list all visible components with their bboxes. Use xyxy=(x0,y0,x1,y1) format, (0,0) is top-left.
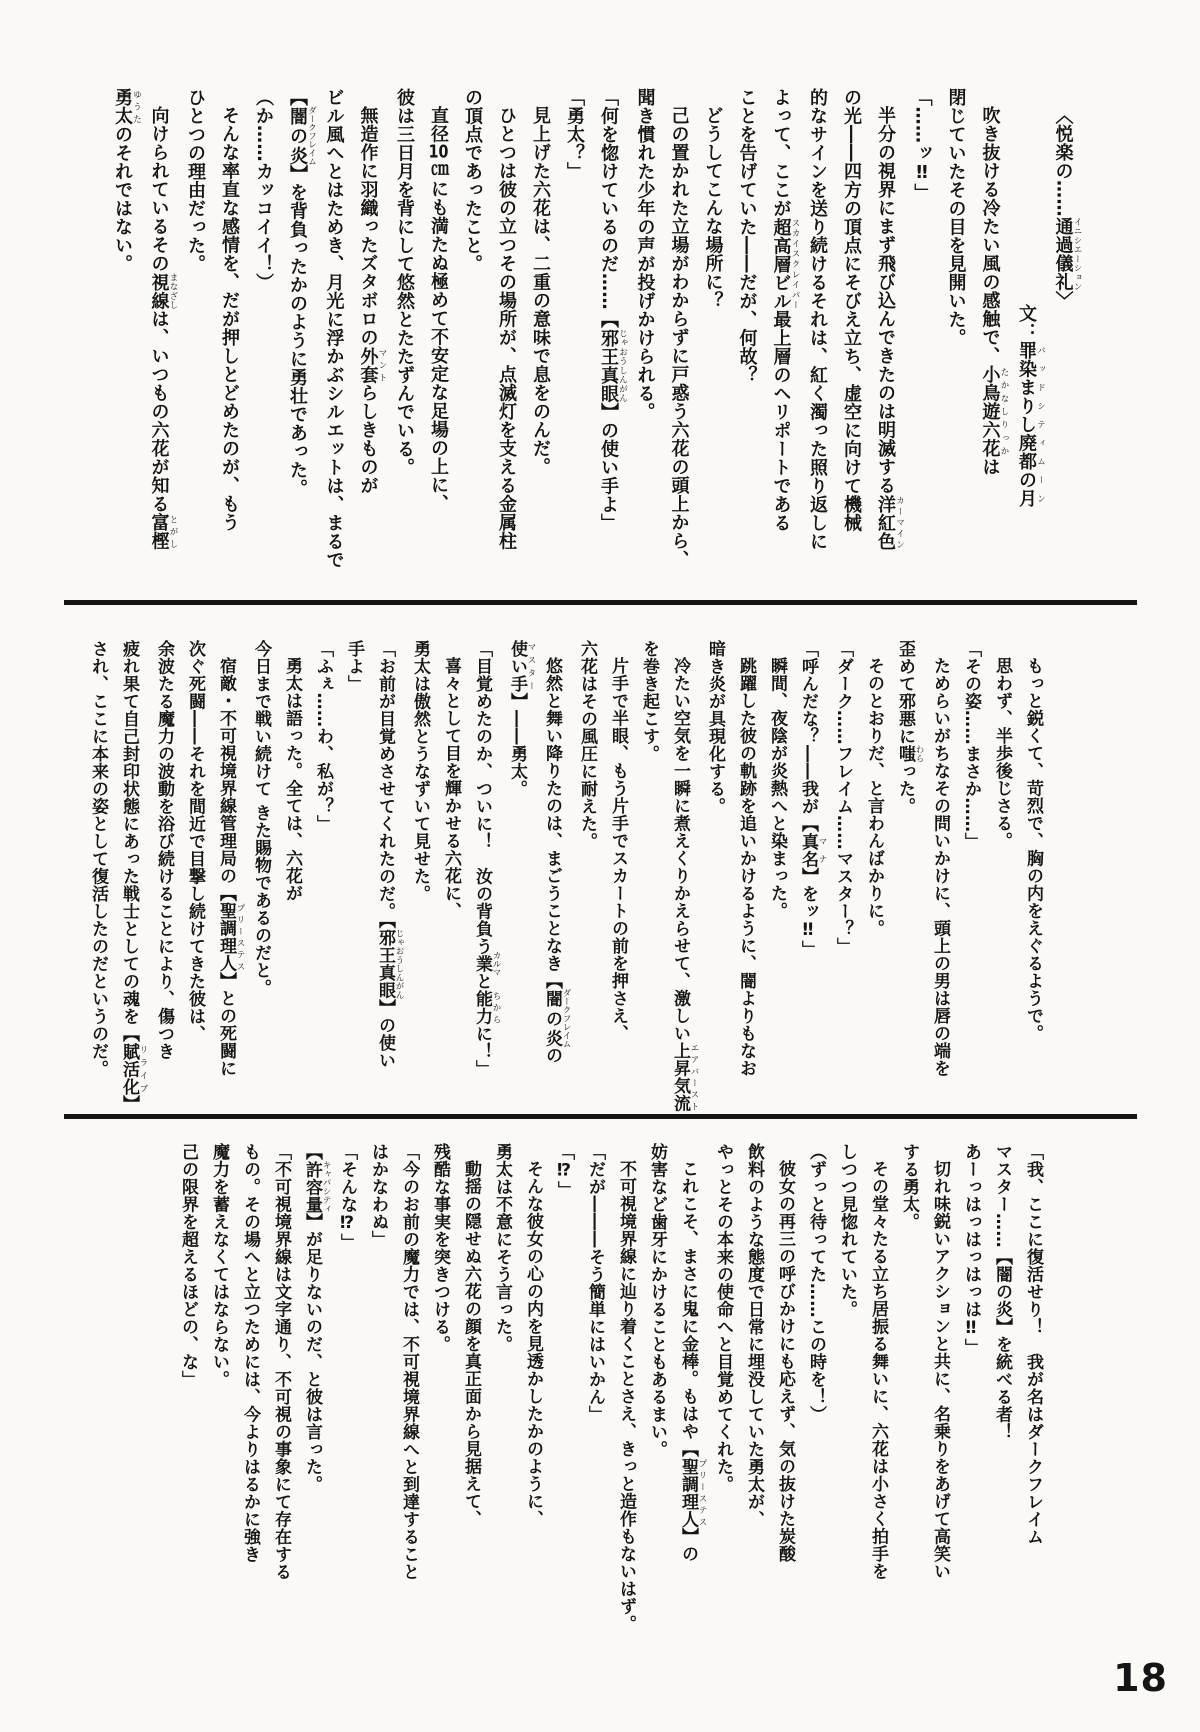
text-column: 跳躍した彼の軌跡を追いかけるように、闇よりもなお xyxy=(736,657,756,1077)
text-column: 「不可視境界線は文字通り、不可視の事象にて存在する xyxy=(271,1143,291,1581)
ruby-annotated-text: 罪染まりし廃都の月バッドシティムーン xyxy=(1016,341,1046,508)
text-column: ビル風へとはためき、月光に浮かぶシルエットは、まるで xyxy=(323,88,345,569)
text-column: の頂点であったこと。 xyxy=(462,88,483,273)
text-column: 向けられているその視線まなざしは、いつもの六花が知る富樫とがし xyxy=(148,106,178,550)
text-column: 悠然と舞い降りたのは、まごうことなき【闇の炎 ダークフレイムの xyxy=(542,657,571,1065)
ruby-annotated-text: 勇太ゆうた xyxy=(112,88,142,125)
text-column: 動揺の隠せぬ六花の顔を真正面から見据えて、 xyxy=(461,1160,481,1528)
text-column: 直径10㎝にも満たぬ極めて不安定な足場の上に、 xyxy=(428,106,449,513)
text-column: どうしてこんな場所に？ xyxy=(702,106,724,310)
text-column: 手よ」 xyxy=(344,640,364,693)
text-column: 勇太は語った。全ては、六花が xyxy=(282,657,302,902)
text-column: 【闇の炎ダークフレイム】を背負ったかのように勇壮であった。 xyxy=(287,88,317,498)
ruby-annotated-text: 視線まなざし xyxy=(148,272,178,310)
ruby-annotated-text: 業 カルマ xyxy=(472,951,501,977)
ruby-annotated-text: 闇の炎ダークフレイム xyxy=(287,105,317,166)
text-column: （ずっと待ってた……この時を！） xyxy=(806,1143,826,1423)
text-column: その堂々たる立ち居振る舞いに、六花は小さく拍手を xyxy=(868,1160,888,1580)
text-column: 彼は三日月を背にして悠然とたたずんでいる。 xyxy=(394,88,415,477)
text-column: 「今のお前の魔力では、不可視境界線へと到達すること xyxy=(399,1143,419,1581)
text-column: 勇太は傲然とうなずいて見せた。 xyxy=(410,640,430,903)
section-divider xyxy=(64,1114,1137,1119)
ruby-annotated-text: 使い手 マスター xyxy=(507,640,536,693)
text-column: 歪めて邪悪に嗤 わらった。 xyxy=(895,640,924,815)
ruby-annotated-text: 上昇気流 エアバースト xyxy=(670,1042,699,1112)
text-column: 「目覚めたのか、ついに！ 汝の背負う業 カルマと能力 ちからに！」 xyxy=(472,640,501,1078)
text-column: 疲れ果て自己封印状態にあった戦士としての魂を【賦活化 リライブ】 xyxy=(119,640,148,1113)
text-column: 彼女の再三の呼びかけにも応えず、気の抜けた炭酸 xyxy=(775,1160,795,1563)
text-column: 己の置かれた立場がわからずに戸惑う六花の頭上から、 xyxy=(668,106,690,569)
ruby-annotated-text: 邪王真眼 じゃおうしんがん xyxy=(375,929,404,999)
ruby-annotated-text: 聖調理人 プリーステス xyxy=(678,1457,707,1528)
text-column: 使い手 マスター】――勇太。 xyxy=(507,640,536,798)
text-column: 思わず、半歩後じさる。 xyxy=(992,657,1012,850)
text-column: 「ふぇ……わ、私が？」 xyxy=(313,640,333,833)
text-column: され、ここに本来の姿として復活したのだというのだ。 xyxy=(88,640,108,1078)
text-column: 飲料のような態度で日常に埋没していた勇太が、 xyxy=(744,1143,764,1528)
text-column: そんな彼女の心の内を見透かしたかのように、 xyxy=(523,1160,543,1528)
text-column: 魔力を蓄えなくてはならない。 xyxy=(209,1143,229,1388)
text-column: 冷たい空気を一瞬に煮えくりかえらせて、激しい上昇気流 エアバースト xyxy=(670,657,699,1112)
section-divider xyxy=(64,600,1137,605)
ruby-annotated-text: 真名 マナ xyxy=(798,832,827,868)
text-column: 〈悦楽の……通過儀礼イニシエーション〉 xyxy=(1052,106,1082,310)
ruby-annotated-text: 洋紅色カーマイン xyxy=(875,494,905,550)
ruby-annotated-text: 闇の炎 ダークフレイム xyxy=(542,988,571,1048)
text-column: 勇太は不意にそう言った。 xyxy=(492,1143,512,1353)
text-column: もっと鋭くて、苛烈で、胸の内をえぐるようで。 xyxy=(1023,657,1043,1042)
text-column: 妨害など歯牙にかけることもあるまい。 xyxy=(647,1143,667,1458)
text-column: 瞬間、夜陰が炎熱へと染まった。 xyxy=(767,657,787,920)
ruby-annotated-text: 嗤 わら xyxy=(895,745,924,763)
text-column: 宿敵・不可視境界線管理局の【聖調理人 プリーステス】との死闘に xyxy=(216,657,245,1077)
text-column: そんな率直な感情を、だが押しとどめたのが、もう xyxy=(219,106,240,532)
text-column: マスター……【闇の炎】を統べる者！ xyxy=(992,1143,1012,1441)
text-column: ひとつは彼の立つその場所が、点滅灯を支える金属柱 xyxy=(496,106,517,550)
text-block-bottom xyxy=(172,1143,1048,1633)
text-column: やっとその本来の使命へと目覚めてくれた。 xyxy=(713,1143,733,1493)
text-column: 次ぐ死闘――それを間近で目撃し続けてきた彼は、 xyxy=(185,640,205,1043)
text-column: そのとおりだ、と言わんばかりに。 xyxy=(864,657,884,937)
text-column: 「何を惚けているのだ……【邪王真眼じゃおうしんがん】の使い手よ」 xyxy=(598,88,628,532)
text-column: 「勇太？」 xyxy=(564,88,585,181)
text-column: 「その姿……まさか……」 xyxy=(961,640,981,850)
ruby-annotated-text: 外套マント xyxy=(357,346,387,384)
text-column: 不可視境界線に辿り着くことさえ、きっと造作もないはず。 xyxy=(616,1160,636,1633)
text-column: 余波たる魔力の波動を浴び続けることにより、傷つき xyxy=(154,640,174,1060)
text-block-header xyxy=(105,88,1082,569)
text-column: あーっはっはっはっは‼」 xyxy=(961,1143,981,1356)
text-column: 暗き炎が具現化する。 xyxy=(705,640,725,815)
text-column: 残酷な事実を突きつける。 xyxy=(430,1143,450,1353)
text-column: 見上げた六花は、二重の意味で息をのんだ。 xyxy=(530,106,551,476)
ruby-annotated-text: 許容量 キャパシティ xyxy=(302,1160,331,1213)
text-column: よって、ここが超高層ビルスカイスクレイパー最上層のヘリポートである xyxy=(770,88,800,532)
text-column: 閉じていたその目を見開いた。 xyxy=(945,88,967,347)
text-column: ひとつの理由だった。 xyxy=(185,88,206,273)
tate-chu-yoko-number: 10 xyxy=(428,143,449,161)
text-column: これこそ、まさに鬼に金棒。もはや【聖調理人 プリーステス】の xyxy=(678,1160,707,1563)
ruby-annotated-text: 聖調理人 プリーステス xyxy=(216,902,245,972)
page-number: 18 xyxy=(1113,1656,1168,1700)
text-column: 「だが―――そう簡単にはいかん」 xyxy=(585,1143,605,1423)
text-column: 己の限界を超えるほどの、な」 xyxy=(178,1143,198,1388)
text-column: 六花はその風圧に耐えた。 xyxy=(577,640,597,850)
text-column: 文：罪染まりし廃都の月バッドシティムーン xyxy=(1016,304,1046,508)
text-column: 的なサインを送り続けるそれは、紅く濁った照り返しに xyxy=(807,88,828,551)
text-column: 今日まで戦い続けて きた賜物であるのだと。 xyxy=(251,640,271,997)
text-column: 切れ味鋭いアクションと共に、名乗りをあげて高笑い xyxy=(930,1160,950,1580)
ruby-annotated-text: 超高層ビルスカイスクレイパー xyxy=(770,217,800,310)
ruby-annotated-text: 通過儀礼イニシエーション xyxy=(1052,217,1082,291)
ruby-annotated-text: 小鳥遊六花たかなしりっか xyxy=(979,365,1009,458)
text-column: 「お前が目覚めさせてくれたのだ。【邪王真眼 じゃおうしんがん】の使い xyxy=(375,640,404,1069)
text-column: 聞き慣れた少年の声が投げかけられる。 xyxy=(634,88,656,421)
text-column: （か……カッコイイ！） xyxy=(253,88,274,292)
text-column: 喜々として目を輝かせる六花に、 xyxy=(441,657,461,920)
text-column: 「そんな⁉」 xyxy=(337,1143,357,1251)
text-column: 「ダーク……フレイム……マスター？」 xyxy=(833,640,853,955)
ruby-annotated-text: 邪王真眼じゃおうしんがん xyxy=(598,328,628,403)
ruby-annotated-text: 富樫とがし xyxy=(148,513,178,550)
text-column: 勇太ゆうたのそれではない。 xyxy=(112,88,142,273)
text-column: 「我、ここに復活せり！ 我が名はダークフレイム xyxy=(1023,1143,1043,1546)
text-column: 「……ッ‼」 xyxy=(911,88,933,202)
text-column: する勇太。 xyxy=(899,1143,919,1231)
text-column: もの。その場へと立つためには、今よりはるかに強き xyxy=(240,1143,260,1563)
ruby-annotated-text: 能力 ちから xyxy=(472,990,501,1025)
text-column: 「⁉」 xyxy=(554,1143,574,1199)
text-column: 吹き抜ける冷たい風の感触で、小鳥遊六花たかなしりっかは xyxy=(979,106,1009,476)
text-block-middle xyxy=(82,640,1048,1113)
text-column: 無造作に羽織ったズタボロの外套マントらしきものが xyxy=(357,106,387,495)
text-column: ことを告げていた――だが、何故？ xyxy=(736,88,758,384)
text-column: ためらいがちなその問いかけに、頭上の男は唇の端を xyxy=(930,657,950,1077)
text-column: はかなわぬ」 xyxy=(368,1143,388,1248)
text-column: しつつ見惚れていた。 xyxy=(837,1143,857,1318)
text-column: 半分の視界にまず飛び込んできたのは明滅する洋紅色カーマイン xyxy=(875,106,905,550)
text-column: を巻き起こす。 xyxy=(639,640,659,763)
text-column: 片手で半眼、もう片手でスカートの前を押さえ、 xyxy=(608,657,628,1042)
text-column: 【許容量 キャパシティ】が足りないのだ、と彼は言った。 xyxy=(302,1143,331,1493)
ruby-annotated-text: 賦活化 リライブ xyxy=(119,1042,148,1095)
text-column: の光――四方の頂点にそびえ立ち、虚空に向けて機械 xyxy=(841,88,862,532)
text-column: 「呼んだな？――我が【真名 マナ】をッ‼」 xyxy=(798,640,827,958)
